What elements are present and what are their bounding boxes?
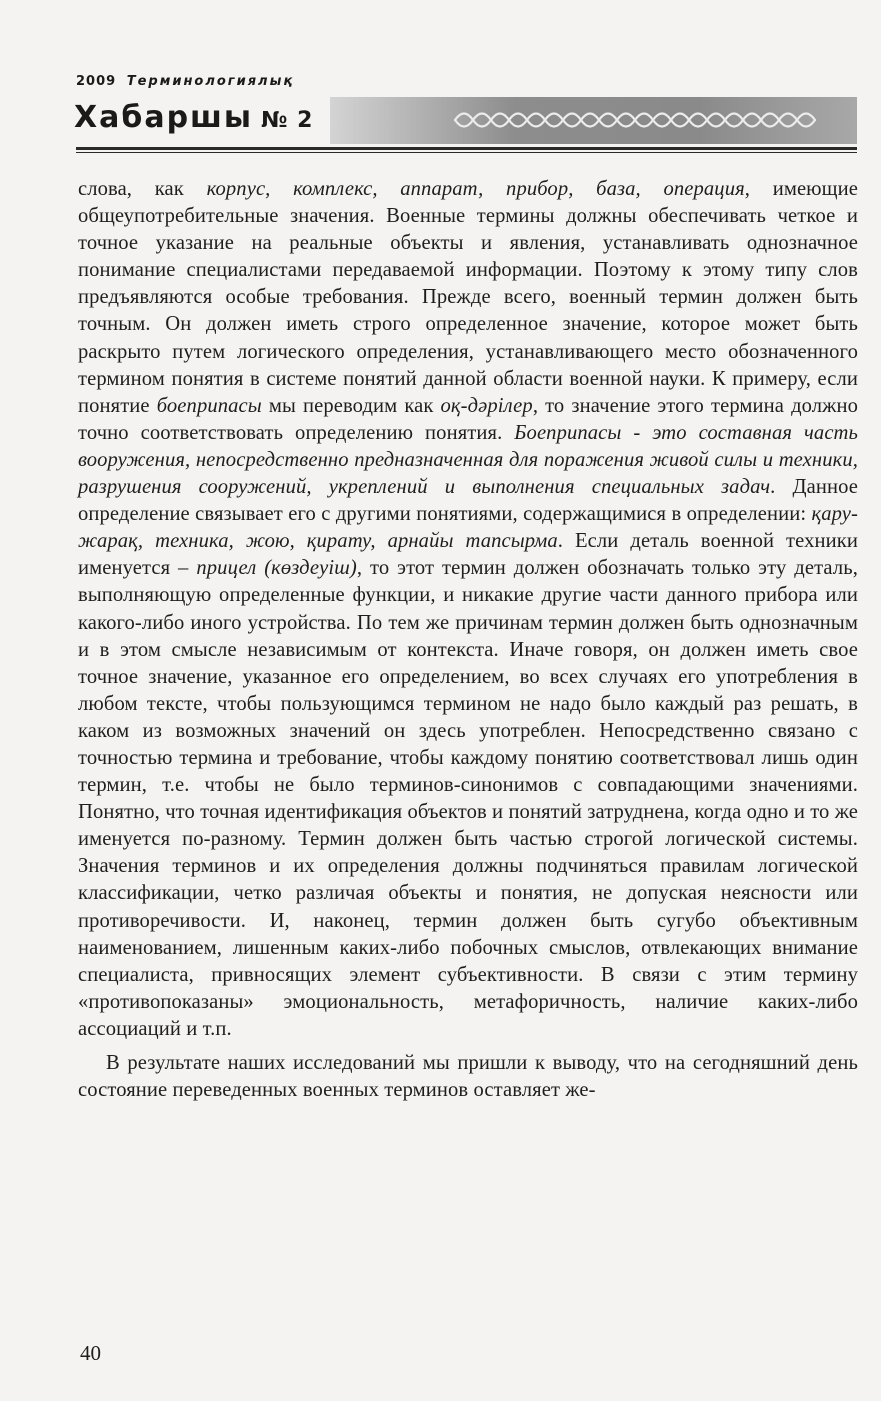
article-body bbox=[78, 176, 858, 1104]
text-run: . Данное определение связывает его с другими понятиями, содержащимися в определении: bbox=[78, 476, 858, 526]
italic-term: қару-жарақ, техника, жою, қирату, арнайы тапсырма bbox=[78, 503, 858, 553]
text-run: В результате наших исследований мы пришли к выводу, что на сегодняшний день состояние переведенных военных терминов оставляет же- bbox=[78, 1052, 858, 1102]
journal-year: 2009 bbox=[76, 74, 117, 89]
italic-term: корпус, комплекс, аппарат, прибор, база, операция bbox=[206, 178, 745, 200]
header-rule-thin bbox=[76, 152, 857, 153]
ornament-pattern-icon bbox=[330, 97, 857, 144]
text-run: , то этот термин должен обозначать только эту деталь, выполняющую определенные функции, и никакие другие части данного прибора или какого-либо иного устройства. По тем же причинам термин должен быть однозначным и в этом смысле независимым от контекста. Иначе говоря, он должен иметь свое точное значение, указанное его определением, во всех случаях его употребления в любом тексте, чтобы пользующимся термином не надо было каждый раз решать, в каком из возможных значений он здесь употреблен. Непосредственно связано с точностью термина и требование, чтобы каждому понятию соответствовал лишь один термин, т.е. чтобы не было терминов-синонимов с совпадающими значениями. Понятно, что точная идентификация объектов и понятий затруднена, когда одно и то же именуется по-разному. Термин должен быть частью строгой логической системы. Значения терминов и их определения должны подчиняться правилам логической классификации, четко различая объекты и понятия, не допуская неясности или противоречивости. И, наконец, термин должен быть сугубо объективным наименованием, лишенным каких-либо побочных смыслов, отвлекающих внимание специалиста, привносящих элемент субъективности. В связи с этим термину «противопоказаны» эмоциональность, метафоричность, наличие каких-либо ассоциаций и т.п. bbox=[78, 557, 858, 1040]
italic-term: Боеприпасы - это составная часть вооружения, непосредственно предназначенная для поражения живой силы и техники, разрушения сооружений, укреплений и выполнения специальных задач bbox=[78, 421, 858, 499]
text-run: , имеющие общеупотребительные значения. Военные термины должны обеспечивать четкое и точное указание на реальные объекты и явления, устанавливать однозначное понимание специалистами передаваемой информации. Поэтому к этому типу слов предъявляются особые требования. Прежде всего, военный термин должен быть точным. Он должен иметь строго определенное значение, которое может быть раскрыто путем логического определения, устанавливающего место обозначенного термином понятия в системе понятий данной области военной науки. К примеру, если понятие bbox=[78, 178, 858, 417]
text-run: , то значение этого термина должно точно соответствовать определению понятия. bbox=[78, 394, 858, 444]
paragraph bbox=[78, 176, 858, 1043]
journal-title-line1 bbox=[76, 74, 294, 89]
text-run: слова, как bbox=[78, 178, 207, 200]
journal-name-bulletin: Хабаршы bbox=[74, 100, 254, 135]
italic-term: оқ-дәрілер bbox=[440, 394, 533, 417]
italic-term: прицел (көздеуіш) bbox=[196, 557, 357, 580]
italic-term: боеприпасы bbox=[156, 394, 262, 417]
journal-title-line2 bbox=[74, 100, 313, 139]
running-header bbox=[0, 0, 881, 170]
paragraph bbox=[78, 1050, 858, 1104]
text-run: мы переводим как bbox=[261, 394, 441, 417]
header-rule-thick bbox=[76, 147, 857, 150]
issue-number: № 2 bbox=[261, 108, 314, 133]
ornament-band bbox=[330, 97, 857, 144]
journal-name-kazakh: Терминологиялық bbox=[126, 74, 295, 89]
text-run: . Если деталь военной техники именуется – bbox=[78, 530, 858, 580]
page-number: 40 bbox=[80, 1341, 101, 1365]
